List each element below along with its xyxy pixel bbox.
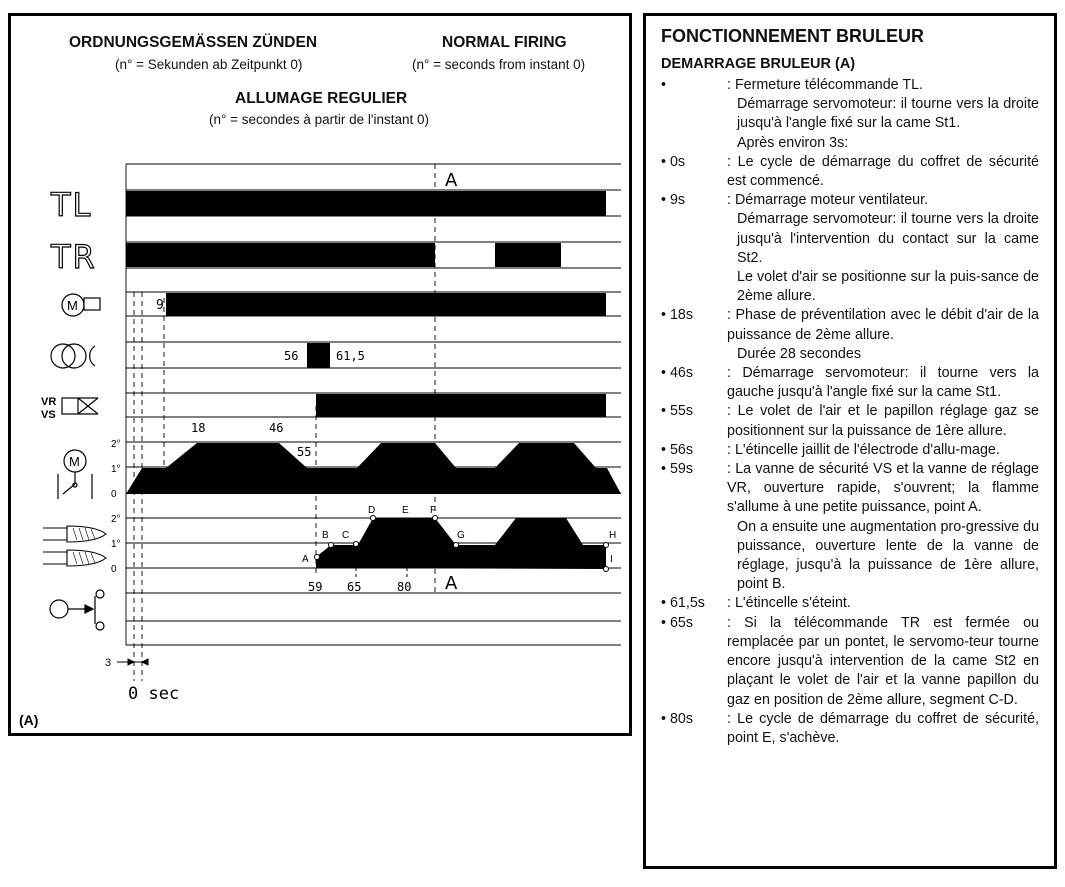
description-entry	[661, 594, 1039, 613]
pre-delay-label: 3	[105, 657, 112, 669]
entry-text: : Démarrage moteur ventilateur. Démarrage servomoteur: il tourne vers la droite jusqu'à l'intervention du contact sur la came St2. Le volet d'air se positionne sur la puis-sance de 2ème allure.	[727, 192, 1039, 305]
tr-bar-1	[126, 243, 435, 267]
title-de: ORDNUNGSGEMÄSSEN ZÜNDEN	[69, 34, 318, 51]
valve-bar	[316, 394, 606, 417]
entry-time: • 65s	[661, 614, 694, 631]
servo-55-label: 55	[297, 445, 312, 459]
entry-time: • 80s	[661, 710, 694, 727]
burner-deg-1: 1°	[111, 539, 121, 550]
point-a: A	[302, 554, 309, 565]
tr-label: TR	[51, 238, 97, 276]
entry-time: • 9s	[661, 192, 686, 209]
description-entry	[661, 402, 1039, 440]
pre-delay-arrow	[117, 659, 148, 665]
valve-icon	[41, 396, 98, 421]
burner-65-label: 65	[347, 580, 362, 594]
burner-deg-0: 0	[111, 564, 117, 575]
subtitle-fr: (n° = secondes à partir de l'instant 0)	[209, 112, 429, 127]
flame-sensor-icon	[50, 590, 104, 630]
point-g: G	[457, 530, 465, 541]
servo-deg-1: 1°	[111, 464, 121, 475]
point-d: D	[368, 505, 376, 516]
burner-output-profile	[316, 518, 606, 569]
description-entry	[661, 153, 1039, 191]
timing-chart	[11, 16, 629, 733]
servo-18-label: 18	[191, 421, 206, 435]
point-i: I	[610, 554, 613, 565]
tl-label: TL	[51, 186, 93, 224]
marker-a-top: A	[445, 170, 458, 191]
description-subtitle: DEMARRAGE BRULEUR (A)	[661, 56, 856, 72]
description-title: FONCTIONNEMENT BRULEUR	[661, 26, 924, 46]
point-b: B	[322, 530, 329, 541]
nozzle-icon	[43, 526, 106, 566]
description-entry	[661, 460, 1039, 594]
vs-label: VS	[41, 409, 56, 421]
marker-a-bottom: A	[445, 573, 458, 594]
entry-text: : L'étincelle jaillit de l'électrode d'allu-mage.	[727, 441, 1000, 458]
description-panel	[643, 13, 1057, 869]
entry-text: : Phase de préventilation avec le débit d'air de la puissance de 2ème allure. Durée 28 secondes	[727, 307, 1039, 362]
entry-time: • 55s	[661, 403, 694, 420]
svg-text:M: M	[67, 298, 78, 313]
entry-text: : Fermeture télécommande TL. Démarrage servomoteur: il tourne vers la droite jusqu'à l'angle fixé sur la came St1. Après environ 3s:	[727, 77, 1039, 151]
entry-text: : Le cycle de démarrage du coffret de sécurité est commencé.	[727, 153, 1039, 190]
description-entry	[661, 710, 1039, 748]
svg-text:M: M	[69, 454, 80, 469]
entry-time: •	[661, 77, 667, 93]
description-entry	[661, 364, 1039, 402]
title-en: NORMAL FIRING	[442, 34, 567, 51]
zero-sec-label: 0 sec	[128, 684, 180, 704]
motor-start-label: 9	[156, 298, 164, 313]
entry-time: • 18s	[661, 307, 694, 324]
description-entries	[661, 76, 1039, 748]
tl-bar	[126, 191, 606, 216]
entry-text: : Si la télécommande TR est fermée ou remplacée par un pontet, le servomo-teur tourne encore jusqu'à intervention de la came St2 en plaçant le volet de l'air et la vanne papillon du gaz en position de 2ème allure, segment C-D.	[727, 614, 1039, 708]
entry-text: : Le cycle de démarrage du coffret de sécurité, point E, s'achève.	[727, 710, 1039, 746]
motor-icon	[62, 294, 100, 316]
burner-80-label: 80	[397, 580, 412, 594]
point-c: C	[342, 530, 350, 541]
servomotor-profile	[126, 443, 621, 494]
entry-time: • 56s	[661, 441, 694, 458]
ignition-bar	[307, 343, 330, 368]
entry-text: : L'étincelle s'éteint.	[727, 595, 851, 612]
servomotor-icon	[58, 450, 92, 499]
vr-label: VR	[41, 396, 57, 408]
description-entry	[661, 441, 1039, 460]
ignition-start-label: 56	[284, 349, 299, 363]
entry-time: • 46s	[661, 365, 694, 382]
transformer-icon	[51, 344, 95, 368]
burner-deg-2: 2°	[111, 514, 121, 525]
description-entry	[661, 306, 1039, 364]
description-entry	[661, 191, 1039, 306]
servo-deg-0: 0	[111, 489, 117, 500]
title-fr: ALLUMAGE REGULIER	[235, 90, 408, 107]
entry-text: : Démarrage servomoteur: il tourne vers la gauche jusqu'à l'angle fixé sur la came St1.	[727, 365, 1039, 401]
point-e: E	[402, 505, 409, 516]
subtitle-en: (n° = seconds from instant 0)	[412, 57, 586, 72]
motor-bar	[166, 293, 606, 316]
tr-bar-2	[495, 243, 561, 267]
servo-46-label: 46	[269, 421, 284, 435]
entry-time: • 0s	[661, 153, 686, 170]
servo-deg-2: 2°	[111, 439, 121, 450]
entry-text: : Le volet de l'air et le papillon réglage gaz se positionnent sur la puissance de 1ère allure.	[727, 403, 1039, 439]
description-entry	[661, 76, 1039, 153]
subtitle-de: (n° = Sekunden ab Zeitpunkt 0)	[115, 57, 303, 72]
entry-text: : La vanne de sécurité VS et la vanne de réglage VR, ouverture rapide, s'ouvrent; la flamme s'allume à une petite puissance, point A. On a ensuite une augmentation pro-gressive du puissance, ouverture lente de la vanne de réglage, jusqu'à la puissance de 1ère allure, point B.	[727, 461, 1040, 593]
point-h: H	[609, 530, 617, 541]
ignition-end-label: 61,5	[336, 349, 365, 363]
point-f: F	[430, 505, 437, 516]
description-entry	[661, 614, 1039, 710]
panel-label-a: (A)	[19, 712, 39, 728]
entry-time: • 59s	[661, 461, 694, 478]
entry-time: • 61,5s	[661, 595, 705, 612]
burner-59-label: 59	[308, 580, 323, 594]
timing-diagram-panel	[8, 13, 632, 736]
